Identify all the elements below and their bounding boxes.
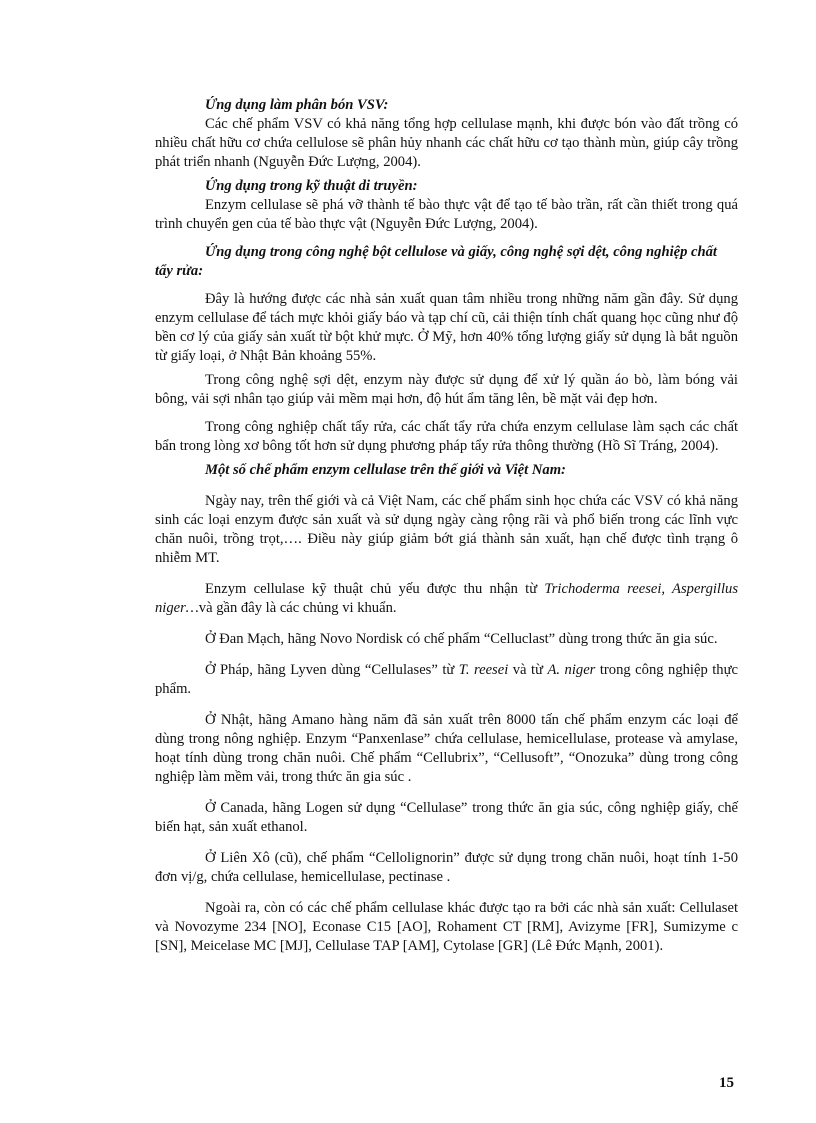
- paragraph: [155, 661, 738, 699]
- heading-fertilizer: Ứng dụng làm phân bón VSV:: [205, 97, 389, 113]
- text-run: trong công nghiệp thực phẩm.: [155, 662, 738, 697]
- text-run: Enzym cellulase kỹ thuật chủ yếu được thu nhận từ: [205, 581, 545, 597]
- text-run: và từ: [508, 662, 548, 678]
- page-number: 15: [719, 1075, 734, 1091]
- paragraph: Ở Canada, hãng Logen sử dụng “Cellulase” trong thức ăn gia súc, công nghiệp giấy, chế biến hạt, sản xuất ethanol.: [155, 800, 738, 835]
- species-name: A. niger: [547, 662, 596, 678]
- heading-genetics: Ứng dụng trong kỹ thuật di truyền:: [205, 178, 418, 194]
- species-name: Trichoderma reesei, Aspergillus niger…: [155, 581, 739, 616]
- text-run: và gần đây là các chủng vi khuẩn.: [198, 600, 397, 616]
- paragraph: Đây là hướng được các nhà sản xuất quan tâm nhiều trong những năm gần đây. Sử dụng enzym cellulase để tách mực khỏi giấy báo và tạp chí cũ, cải thiện tính chất quang học cũng như độ bền cơ lý của giấy sản xuất từ bột khử mực. Ở Mỹ, hơn 40% tổng lượng giấy sử dụng là bắt nguồn từ giấy loại, ở Nhật Bản khoảng 55%.: [155, 291, 738, 364]
- paragraph: [155, 580, 738, 618]
- page-content: [155, 96, 738, 956]
- paragraph: Trong công nghiệp chất tẩy rửa, các chất tẩy rửa chứa enzym cellulase làm sạch các chất bẩn trong lòng xơ bông tốt hơn sử dụng phương pháp tẩy rửa thông thường (Hồ Sĩ Tráng, 2004).: [155, 419, 738, 454]
- heading-products: Một số chế phẩm enzym cellulase trên thế giới và Việt Nam:: [205, 462, 566, 478]
- paragraph: Ngoài ra, còn có các chế phẩm cellulase khác được tạo ra bởi các nhà sản xuất: Cellulaset và Novozyme 234 [NO], Econase C15 [AO], Rohament CT [RM], Avizyme [FR], Sumizyme c [SN], Meicelase MC [MJ], Cellulase TAP [AM], Cytolase [GR] (Lê Đức Mạnh, 2001).: [155, 900, 738, 954]
- paragraph: Ngày nay, trên thế giới và cả Việt Nam, các chế phẩm sinh học chứa các VSV có khả năng sinh các loại enzym được sản xuất và sử dụng ngày càng rộng rãi và phổ biến trong các lĩnh vực chăn nuôi, trồng trọt,…. Điều này giúp giảm bớt giá thành sản xuất, hạn chế được tình trạng ô nhiễm MT.: [155, 493, 738, 566]
- paragraph: Ở Đan Mạch, hãng Novo Nordisk có chế phẩm “Celluclast” dùng trong thức ăn gia súc.: [205, 631, 718, 647]
- paragraph: Các chế phẩm VSV có khả năng tổng hợp cellulase mạnh, khi được bón vào đất trồng có nhiều chất hữu cơ chứa cellulose sẽ phân hủy nhanh các chất hữu cơ tạo thành mùn, giúp cây trồng phát triển nhanh (Nguyễn Đức Lượng, 2004).: [155, 116, 738, 170]
- text-run: Ở Pháp, hãng Lyven dùng “Cellulases” từ: [205, 662, 459, 678]
- paragraph: Ở Nhật, hãng Amano hàng năm đã sản xuất trên 8000 tấn chế phẩm enzym các loại để dùng trong nông nghiệp. Enzym “Panxenlase” chứa cellulase, hemicellulase, protease và amylase, hoạt tính dùng trong chăn nuôi. Chế phẩm “Cellubrix”, “Cellusoft”, “Onozuka” dùng trong công nghiệp làm mềm vải, trong thức ăn gia súc .: [155, 712, 738, 785]
- paragraph: Trong công nghệ sợi dệt, enzym này được sử dụng để xử lý quần áo bò, làm bóng vải bông, vải sợi nhân tạo giúp vải mềm mại hơn, độ hút ẩm tăng lên, bề mặt vải đẹp hơn.: [155, 372, 738, 407]
- heading-paper-textile: Ứng dụng trong công nghệ bột cellulose và giấy, công nghệ sợi dệt, công nghiệp chất tẩy rửa:: [155, 244, 717, 279]
- species-name: T. reesei: [458, 662, 509, 678]
- paragraph: Enzym cellulase sẽ phá vỡ thành tế bào thực vật để tạo tế bào trần, rất cần thiết trong quá trình chuyển gen của tế bào thực vật (Nguyễn Đức Lượng, 2004).: [155, 197, 738, 232]
- paragraph: Ở Liên Xô (cũ), chế phẩm “Cellolignorin” được sử dụng trong chăn nuôi, hoạt tính 1-50 đơn vị/g, chứa cellulase, hemicellulase, pectinase .: [155, 850, 738, 885]
